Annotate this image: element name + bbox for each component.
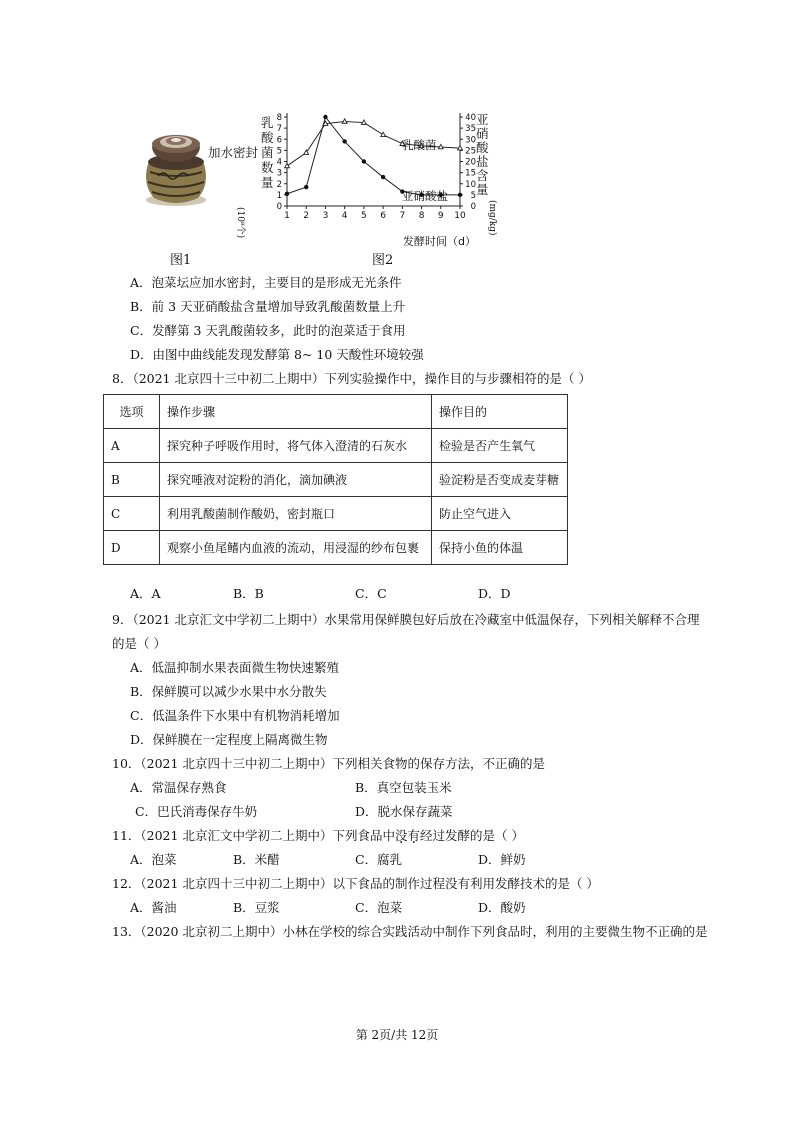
- left-tick-label: 5: [276, 146, 282, 157]
- q12-option-a: A．酱油: [130, 900, 177, 915]
- jar-label: 加水密封: [208, 145, 259, 160]
- left-tick-label: 8: [276, 113, 282, 123]
- table-cell: 观察小鱼尾鳍内血液的流动，用浸湿的纱布包裹: [160, 531, 432, 565]
- fermentation-chart: [270, 108, 480, 248]
- nitrite-point: [458, 193, 462, 197]
- table-row: [104, 497, 568, 531]
- nitrite-point: [304, 185, 308, 189]
- right-tick-label: 20: [465, 157, 476, 168]
- q8-option-d: D．D: [478, 586, 511, 601]
- table-row: [104, 429, 568, 463]
- q8-stem: 8．（2021 北京四十三中初二上期中）下列实验操作中，操作目的与步骤相符的是（ ）: [112, 371, 591, 386]
- x-tick-label: 2: [303, 211, 310, 221]
- table-cell: B: [104, 463, 160, 497]
- q10-stem: 10．（2021 北京四十三中初二上期中）下列相关食物的保存方法，不正确的是: [112, 756, 545, 771]
- left-tick-label: 0: [276, 202, 282, 212]
- q10-option-c: C．巴氏消毒保存牛奶: [135, 804, 258, 819]
- lactic-acid-bacteria-point: [361, 120, 366, 124]
- x-tick-label: 9: [437, 211, 444, 221]
- q10-option-d: D．脱水保存蔬菜: [355, 804, 453, 819]
- lactic-acid-bacteria-point: [342, 119, 347, 123]
- q12-option-d: D．酸奶: [478, 900, 526, 915]
- figure-1-label: 图1: [170, 253, 192, 268]
- q10-option-a: A．常温保存熟食: [130, 780, 227, 795]
- right-tick-label: 40: [465, 113, 476, 123]
- q7-option-d: D．由图中曲线能发现发酵第 8~ 10 天酸性环境较强: [130, 347, 424, 362]
- right-tick-label: 5: [470, 190, 476, 201]
- table-cell: 检验是否产生氧气: [432, 429, 568, 463]
- table-cell: A: [104, 429, 160, 463]
- table-cell: 保持小鱼的体温: [432, 531, 568, 565]
- nitrite-point: [381, 175, 385, 179]
- q7-option-b: B．前 3 天亚硝酸盐含量增加导致乳酸菌数量上升: [130, 299, 406, 314]
- table-cell: 探究唾液对淀粉的消化，滴加碘液: [160, 463, 432, 497]
- q9-stem-line2: 的是（ ）: [112, 636, 166, 651]
- table-header-row: [104, 395, 568, 429]
- right-axis-unit: (mg/kg): [487, 200, 497, 236]
- table-cell: 探究种子呼吸作用时，将气体入澄清的石灰水: [160, 429, 432, 463]
- q8-option-c: C．C: [355, 586, 387, 601]
- q9-option-d: D．保鲜膜在一定程度上隔离微生物: [130, 732, 328, 747]
- table-header-cell: 操作步骤: [160, 395, 432, 429]
- figure-2-label: 图2: [372, 253, 394, 268]
- table-cell: 利用乳酸菌制作酸奶，密封瓶口: [160, 497, 432, 531]
- table-header-cell: 选项: [104, 395, 160, 429]
- left-tick-label: 4: [276, 157, 282, 168]
- lactic-acid-bacteria-point: [285, 163, 290, 167]
- x-tick-label: 3: [322, 211, 329, 221]
- q10-option-b: B．真空包装玉米: [355, 780, 452, 795]
- table-row: [104, 463, 568, 497]
- page-footer: 第 2页/共 12页: [355, 1028, 439, 1042]
- q8-option-a: A．A: [130, 586, 161, 601]
- q11-option-d: D．鲜奶: [478, 852, 526, 867]
- q9-option-a: A．低温抑制水果表面微生物快速繁殖: [130, 660, 340, 675]
- left-tick-label: 3: [276, 168, 282, 179]
- series-label-lactic: 乳酸菌: [402, 138, 437, 152]
- series-label-nitrite: 亚硝酸盐: [402, 189, 448, 203]
- right-axis-title-char: 量: [476, 182, 489, 197]
- left-tick-label: 1: [276, 190, 282, 201]
- table-cell: D: [104, 531, 160, 565]
- q9-option-b: B．保鲜膜可以减少水果中水分散失: [130, 684, 327, 699]
- q13-stem: 13．（2020 北京初二上期中）小林在学校的综合实践活动中制作下列食品时，利用的主要微生物不正确的是: [112, 924, 708, 939]
- q11-option-a: A．泡菜: [130, 852, 177, 867]
- q11-stem-prefix: 11．（2021 北京汇文中学初二上期中）下列食品中: [112, 828, 395, 843]
- q7-option-a: A．泡菜坛应加水密封，主要目的是形成无光条件: [130, 275, 402, 290]
- left-tick-label: 7: [276, 124, 282, 135]
- q11-option-c: C．腐乳: [355, 852, 403, 867]
- q9-stem-line1: 9．（2021 北京汇文中学初二上期中）水果常用保鲜膜包好后放在冷藏室中低温保存，下列相关解释不合理: [112, 612, 700, 627]
- x-tick-label: 1: [284, 211, 290, 221]
- table-header-cell: 操作目的: [432, 395, 568, 429]
- left-axis-title-char: 酸: [261, 130, 274, 145]
- lactic-acid-bacteria-point: [458, 146, 463, 150]
- lactic-acid-bacteria-point: [381, 132, 386, 136]
- right-tick-label: 30: [465, 135, 476, 146]
- right-tick-label: 25: [465, 146, 476, 157]
- left-axis-title-char: 乳: [261, 115, 274, 130]
- left-axis-title-char: 菌: [261, 145, 274, 160]
- q11-emphasis: 没: [394, 828, 408, 843]
- x-tick-label: 8: [418, 211, 425, 221]
- nitrite-point: [285, 192, 289, 196]
- nitrite-point: [323, 115, 327, 119]
- x-tick-label: 10: [454, 211, 466, 221]
- nitrite-point: [342, 139, 346, 143]
- x-tick-label: 5: [361, 211, 367, 221]
- left-axis-title-char: 量: [261, 175, 274, 190]
- right-tick-label: 0: [470, 202, 476, 212]
- nitrite-point: [362, 159, 366, 163]
- x-tick-label: 4: [341, 211, 348, 221]
- q9-option-c: C．低温条件下水果中有机物消耗增加: [130, 708, 340, 723]
- table-cell: 验淀粉是否变成麦芽糖: [432, 463, 568, 497]
- right-axis-title-char: 酸: [476, 140, 489, 155]
- q11-stem: [112, 827, 524, 845]
- table-cell: C: [104, 497, 160, 531]
- right-tick-label: 15: [465, 168, 476, 179]
- q8-table: [103, 394, 568, 565]
- x-tick-label: 7: [399, 211, 406, 221]
- right-axis-title-char: 含: [476, 168, 489, 183]
- q7-option-c: C．发酵第 3 天乳酸菌较多，此时的泡菜适于食用: [130, 323, 406, 338]
- lactic-acid-bacteria-point: [438, 144, 443, 148]
- x-axis-title: 发酵时间（d）: [403, 235, 476, 248]
- left-axis-unit: (10⁸个): [235, 207, 245, 239]
- right-tick-label: 35: [465, 124, 476, 135]
- left-tick-label: 2: [276, 179, 282, 190]
- left-axis-title-char: 数: [261, 160, 274, 175]
- right-axis-title-char: 盐: [476, 154, 489, 169]
- table-row: [104, 531, 568, 565]
- right-axis-title-char: 硝: [476, 126, 489, 141]
- pickle-jar-image: [136, 126, 216, 208]
- left-tick-label: 6: [276, 135, 282, 146]
- q11-emphasis: 有: [407, 828, 420, 843]
- x-tick-label: 6: [380, 211, 386, 221]
- right-axis-title-char: 亚: [476, 112, 489, 127]
- q12-option-c: C．泡菜: [355, 900, 403, 915]
- q12-stem: 12．（2021 北京四十三中初二上期中）以下食品的制作过程没有利用发酵技术的是（ ）: [112, 876, 599, 891]
- q11-stem-suffix: 经过发酵的是（ ）: [419, 828, 524, 843]
- right-tick-label: 10: [465, 179, 476, 190]
- q8-option-b: B．B: [233, 586, 264, 601]
- table-cell: 防止空气进入: [432, 497, 568, 531]
- q11-option-b: B．米醋: [233, 852, 280, 867]
- q12-option-b: B．豆浆: [233, 900, 280, 915]
